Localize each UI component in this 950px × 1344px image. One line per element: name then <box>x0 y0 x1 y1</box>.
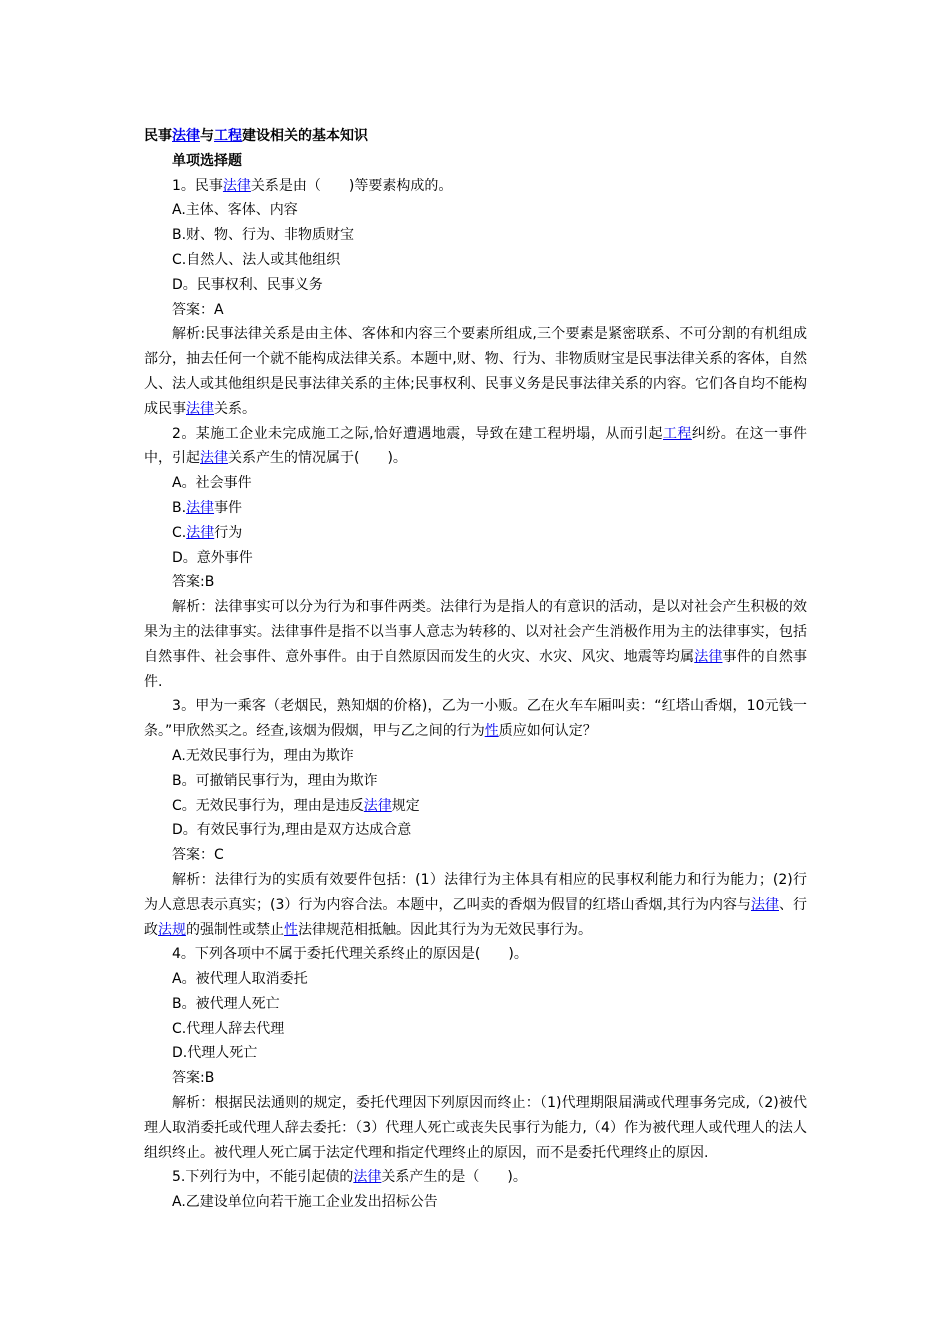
option-text: B. <box>172 499 187 516</box>
analysis-text: 解析:民事法律关系是由主体、客体和内容三个要素所组成,三个要素是紧密联系、不可分割的有机组成部分，抽去任何一个就不能构成法律关系。本题中,财、物、行为、非物质财宝是民事法律关系的客体，自然人、法人或其他组织是民事法律关系的主体;民事权利、民事义务是民事法律关系的内容。它们各自均不能构成民事 <box>144 326 807 417</box>
link-falv[interactable]: 法律 <box>172 128 200 144</box>
section-heading: 单项选择题 <box>172 152 242 169</box>
question-4-option-a: A。被代理人取消委托 <box>172 971 308 988</box>
option-text: C。无效民事行为，理由是违反 <box>172 797 364 814</box>
question-2-option-b <box>144 496 807 521</box>
analysis-text: 、行政 <box>144 896 808 938</box>
link-xing[interactable]: 性 <box>284 921 298 938</box>
analysis-text: 解析：法律行为的实质有效要件包括：(1）法律行为主体具有相应的民事权利能力和行为能力；(2)行为人意思表示真实；(3）行为内容合法。本题中，乙叫卖的香烟为假冒的红塔山香烟,其行为内容与 <box>144 871 807 913</box>
link-falv[interactable]: 法律 <box>750 896 779 913</box>
option-text: 行为 <box>214 524 243 541</box>
analysis-text: 事件的自然事件. <box>144 648 808 690</box>
link-falv[interactable]: 法律 <box>353 1169 382 1186</box>
document-title <box>144 124 807 149</box>
stem-text: 1。民事 <box>172 177 223 194</box>
title-text: 民事 <box>144 128 172 144</box>
link-falv[interactable]: 法律 <box>186 499 215 516</box>
question-4-option-d: D.代理人死亡 <box>172 1045 258 1062</box>
question-4-analysis: 解析：根据民法通则的规定，委托代理因下列原因而终止：（1)代理期限届满或代理事务完成,（2)被代理人取消委托或代理人辞去委托：（3）代理人死亡或丧失民事行为能力,（4）作为被代理人或代理人的法人组织终止。被代理人死亡属于法定代理和指定代理终止的原因，而不是委托代理终止的原因. <box>144 1095 807 1161</box>
question-3-stem <box>144 694 807 744</box>
link-falv[interactable]: 法律 <box>186 524 215 541</box>
link-falv[interactable]: 法律 <box>694 648 723 665</box>
link-falv[interactable]: 法律 <box>186 400 214 417</box>
link-falv[interactable]: 法律 <box>200 450 228 467</box>
question-2-option-a: A。社会事件 <box>172 475 252 492</box>
question-4-option-b: B。被代理人死亡 <box>172 995 280 1012</box>
stem-text: 关系产生的是（ )。 <box>381 1169 527 1186</box>
option-text: C. <box>172 524 187 541</box>
title-text: 与 <box>200 128 214 144</box>
document-body <box>144 124 807 1215</box>
question-3-answer: 答案：C <box>172 847 224 864</box>
question-1-stem <box>144 174 807 199</box>
option-text: 规定 <box>391 797 420 814</box>
question-1-option-c: C.自然人、法人或其他组织 <box>172 251 341 268</box>
title-text: 建设相关的基本知识 <box>242 128 368 144</box>
link-xing[interactable]: 性 <box>484 723 499 740</box>
analysis-text: 的强制性或禁止 <box>186 921 284 938</box>
analysis-text: 法律规范相抵触。因此其行为为无效民事行为。 <box>298 921 592 938</box>
question-4-stem: 4。下列各项中不属于委托代理关系终止的原因是( )。 <box>172 946 528 963</box>
stem-text: 2。某施工企业未完成施工之际,恰好遭遇地震，导致在建工程坍塌，从而引起 <box>172 425 663 442</box>
link-falv[interactable]: 法律 <box>363 797 392 814</box>
question-1-answer: 答案：A <box>172 301 224 318</box>
question-3-option-a: A.无效民事行为，理由为欺诈 <box>172 747 354 764</box>
link-gongcheng[interactable]: 工程 <box>214 128 242 144</box>
question-1-option-b: B.财、物、行为、非物质财宝 <box>172 227 355 244</box>
analysis-text: 关系。 <box>214 400 256 417</box>
question-4-answer: 答案:B <box>172 1070 215 1087</box>
question-4-option-c: C.代理人辞去代理 <box>172 1020 285 1037</box>
question-3-option-c <box>144 794 807 819</box>
stem-text: 关系产生的情况属于( )。 <box>228 450 407 467</box>
stem-text: 3。甲为一乘客（老烟民，熟知烟的价格)，乙为一小贩。乙在火车车厢叫卖：“红塔山香烟，10元钱一条。”甲欣然买之。经查,该烟为假烟，甲与乙之间的行为 <box>144 698 807 740</box>
link-falv[interactable]: 法律 <box>222 177 251 194</box>
stem-text: 质应如何认定？ <box>498 723 597 740</box>
question-2-option-c <box>144 521 807 546</box>
question-3-analysis <box>144 868 807 942</box>
question-1-option-a: A.主体、客体、内容 <box>172 202 298 219</box>
analysis-text: 解析：法律事实可以分为行为和事件两类。法律行为是指人的有意识的活动，是以对社会产生积极的效果为主的法律事实。法律事件是指不以当事人意志为转移的、以对社会产生消极作用为主的法律事实，包括自然事件、社会事件、意外事件。由于自然原因而发生的火灾、水灾、风灾、地震等均属 <box>144 599 807 665</box>
stem-text: 纠纷。在这一事件中，引起 <box>144 425 808 467</box>
stem-text: 关系是由（ )等要素构成的。 <box>250 177 453 194</box>
question-3-option-d: D。有效民事行为,理由是双方达成合意 <box>172 822 412 839</box>
question-2-stem <box>144 422 807 472</box>
question-2-option-d: D。意外事件 <box>172 549 253 566</box>
question-1-analysis <box>144 322 807 421</box>
question-5-option-a: A.乙建设单位向若干施工企业发出招标公告 <box>172 1194 438 1211</box>
option-text: 事件 <box>214 499 243 516</box>
question-3-option-b: B。可撤销民事行为，理由为欺诈 <box>172 772 378 789</box>
question-2-answer: 答案:B <box>172 574 215 591</box>
stem-text: 5.下列行为中，不能引起债的 <box>172 1169 354 1186</box>
question-5-stem <box>144 1165 807 1190</box>
link-fagui[interactable]: 法规 <box>158 921 186 938</box>
question-2-analysis <box>144 595 807 694</box>
question-1-option-d: D。民事权利、民事义务 <box>172 276 323 293</box>
link-gongcheng[interactable]: 工程 <box>662 425 692 442</box>
